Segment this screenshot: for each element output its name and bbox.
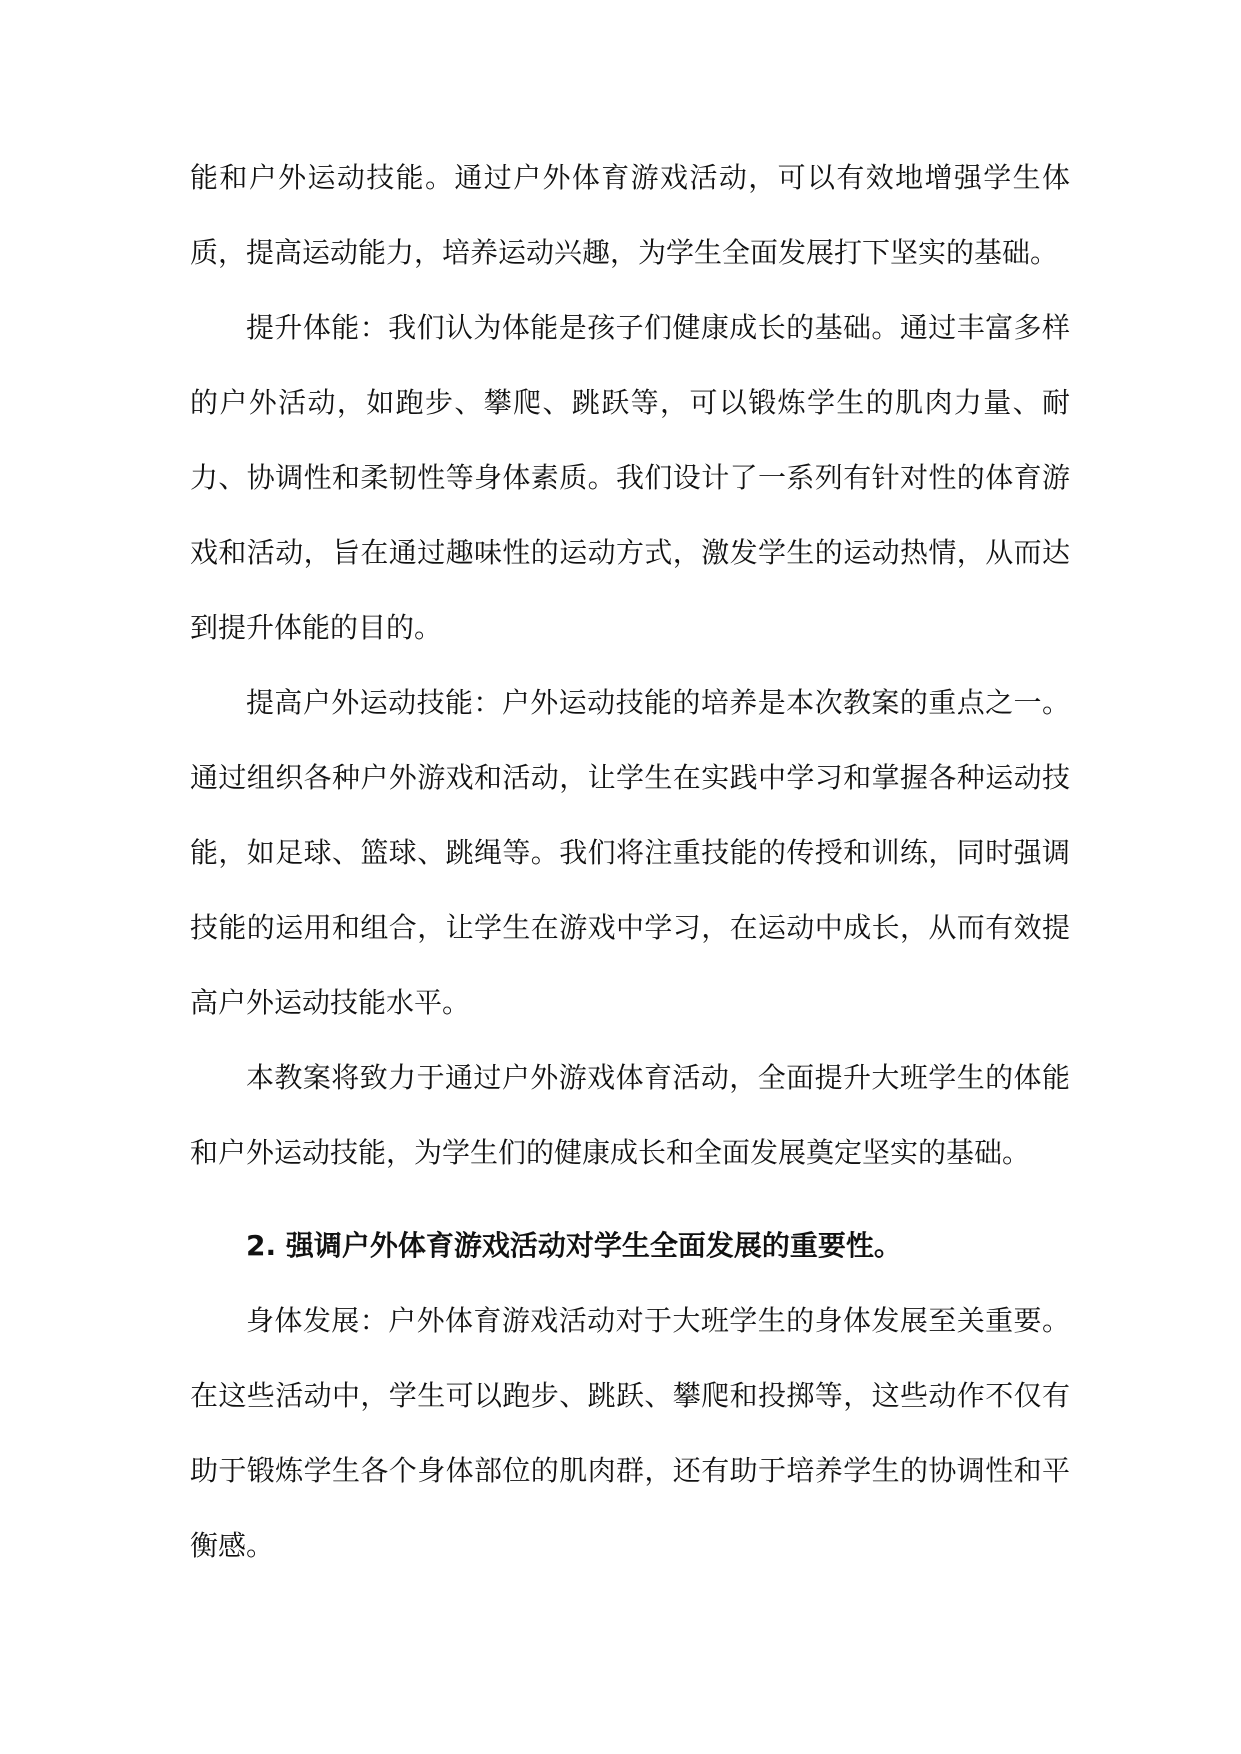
paragraph-summary: 本教案将致力于通过户外游戏体育活动，全面提升大班学生的体能和户外运动技能，为学生们的健康成长和全面发展奠定坚实的基础。 [190,1061,1070,1169]
section-heading: 2. 强调户外体育游戏活动对学生全面发展的重要性。 [246,1229,902,1262]
paragraph-improve-fitness: 提升体能：我们认为体能是孩子们健康成长的基础。通过丰富多样的户外活动，如跑步、攀爬、跳跃等，可以锻炼学生的肌肉力量、耐力、协调性和柔韧性等身体素质。我们设计了一系列有针对性的体育游戏和活动，旨在通过趣味性的运动方式，激发学生的运动热情，从而达到提升体能的目的。 [190,311,1070,644]
paragraph-physical-development: 身体发展：户外体育游戏活动对于大班学生的身体发展至关重要。在这些活动中，学生可以跑步、跳跃、攀爬和投掷等，这些动作不仅有助于锻炼学生各个身体部位的肌肉群，还有助于培养学生的协调性和平衡感。 [190,1304,1070,1562]
paragraph-intro-continuation: 能和户外运动技能。通过户外体育游戏活动，可以有效地增强学生体质，提高运动能力，培养运动兴趣，为学生全面发展打下坚实的基础。 [190,161,1070,269]
paragraph-improve-skills: 提高户外运动技能：户外运动技能的培养是本次教案的重点之一。通过组织各种户外游戏和活动，让学生在实践中学习和掌握各种运动技能，如足球、篮球、跳绳等。我们将注重技能的传授和训练，同时强调技能的运用和组合，让学生在游戏中学习，在运动中成长，从而有效提高户外运动技能水平。 [190,686,1070,1019]
document-body [190,140,1070,1583]
